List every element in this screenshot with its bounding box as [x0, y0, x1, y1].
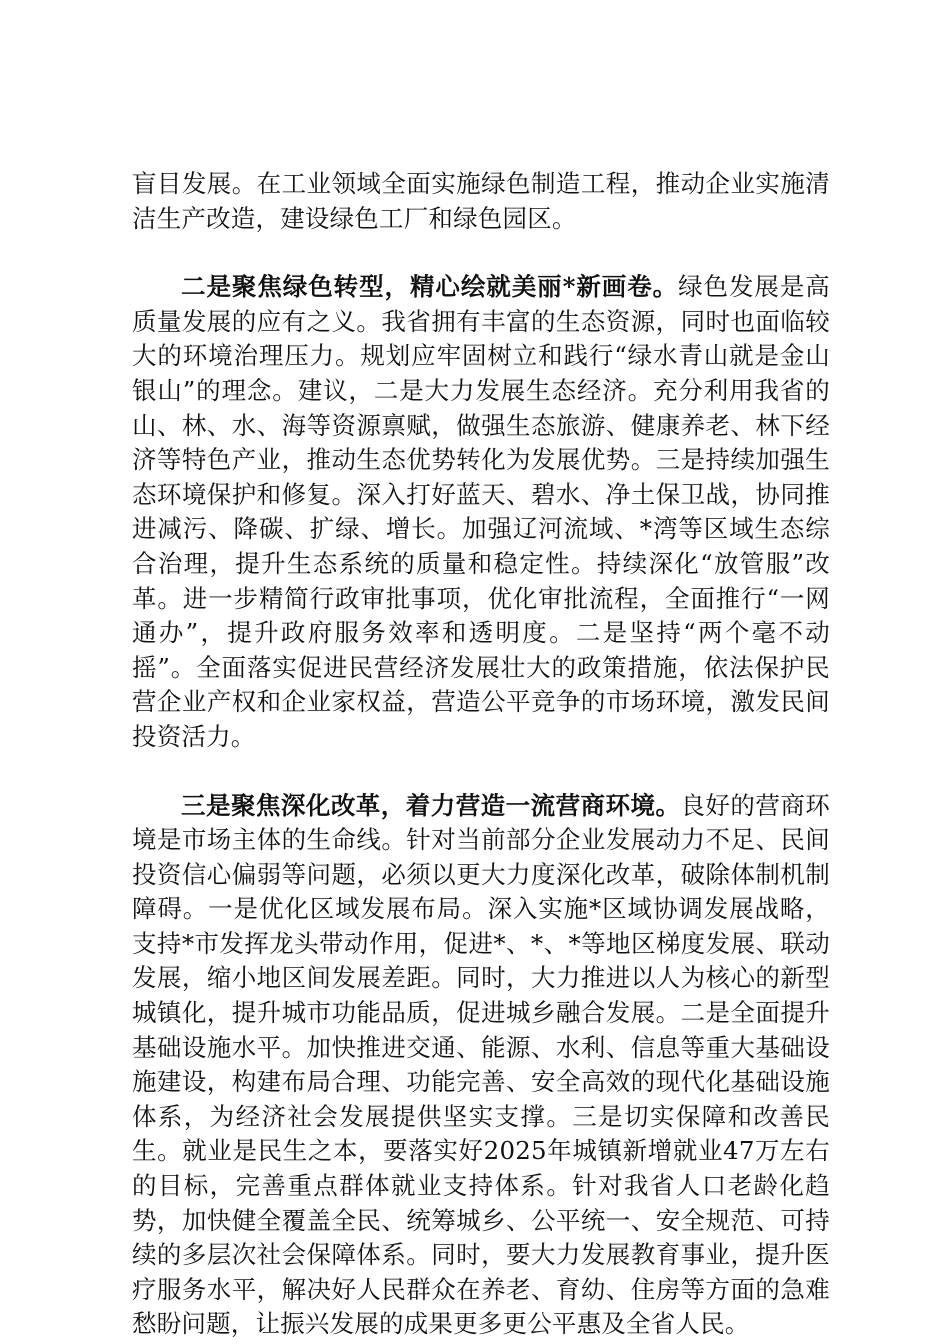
document-body [132, 167, 830, 1342]
paragraph-deepen-reform [132, 789, 830, 1343]
paragraph-text: 良好的营商环境是市场主体的生命线。针对当前部分企业发展动力不足、民间投资信心偏弱等问题，必须以更大力度深化改革，破除体制机制障碍。一是优化区域发展布局。深入实施*区域协调发展战略，支持*市发挥龙头带动作用，促进*、*、*等地区梯度发展、联动发展，缩小地区间发展差距。同时，大力推进以人为核心的新型城镇化，提升城市功能品质，促进城乡融合发展。二是全面提升基础设施水平。加快推进交通、能源、水利、信息等重大基础设施建设，构建布局合理、功能完善、安全高效的现代化基础设施体系，为经济社会发展提供坚实支撑。三是切实保障和改善民生。就业是民生之本，要落实好2025年城镇新增就业47万左右的目标，完善重点群体就业支持体系。针对我省人口老龄化趋势，加快健全覆盖全民、统筹城乡、公平统一、安全规范、可持续的多层次社会保障体系。同时，要大力发展教育事业，提升医疗服务水平，解决好人民群众在养老、育幼、住房等方面的急难愁盼问题，让振兴发展的成果更多更公平惠及全省人民。 [132, 790, 830, 1339]
paragraph-lead: 三是聚焦深化改革，着力营造一流营商环境。 [181, 790, 681, 820]
paragraph-text: 盲目发展。在工业领域全面实施绿色制造工程，推动企业实施清洁生产改造，建设绿色工厂和绿色园区。 [132, 169, 830, 233]
paragraph-green-transformation [132, 270, 830, 754]
paragraph-continuation [132, 167, 830, 236]
paragraph-lead: 二是聚焦绿色转型，精心绘就美丽*新画卷。 [181, 272, 679, 302]
paragraph-text: 绿色发展是高质量发展的应有之义。我省拥有丰富的生态资源，同时也面临较大的环境治理压力。规划应牢固树立和践行“绿水青山就是金山银山”的理念。建议，二是大力发展生态经济。充分利用我省的山、林、水、海等资源禀赋，做强生态旅游、健康养老、林下经济等特色产业，推动生态优势转化为发展优势。三是持续加强生态环境保护和修复。深入打好蓝天、碧水、净土保卫战，协同推进减污、降碳、扩绿、增长。加强辽河流域、*湾等区域生态综合治理，提升生态系统的质量和稳定性。持续深化“放管服”改革。进一步精简行政审批事项，优化审批流程，全面推行“一网通办”，提升政府服务效率和透明度。二是坚持“两个毫不动摇”。全面落实促进民营经济发展壮大的政策措施，依法保护民营企业产权和企业家权益，营造公平竞争的市场环境，激发民间投资活力。 [132, 272, 831, 751]
